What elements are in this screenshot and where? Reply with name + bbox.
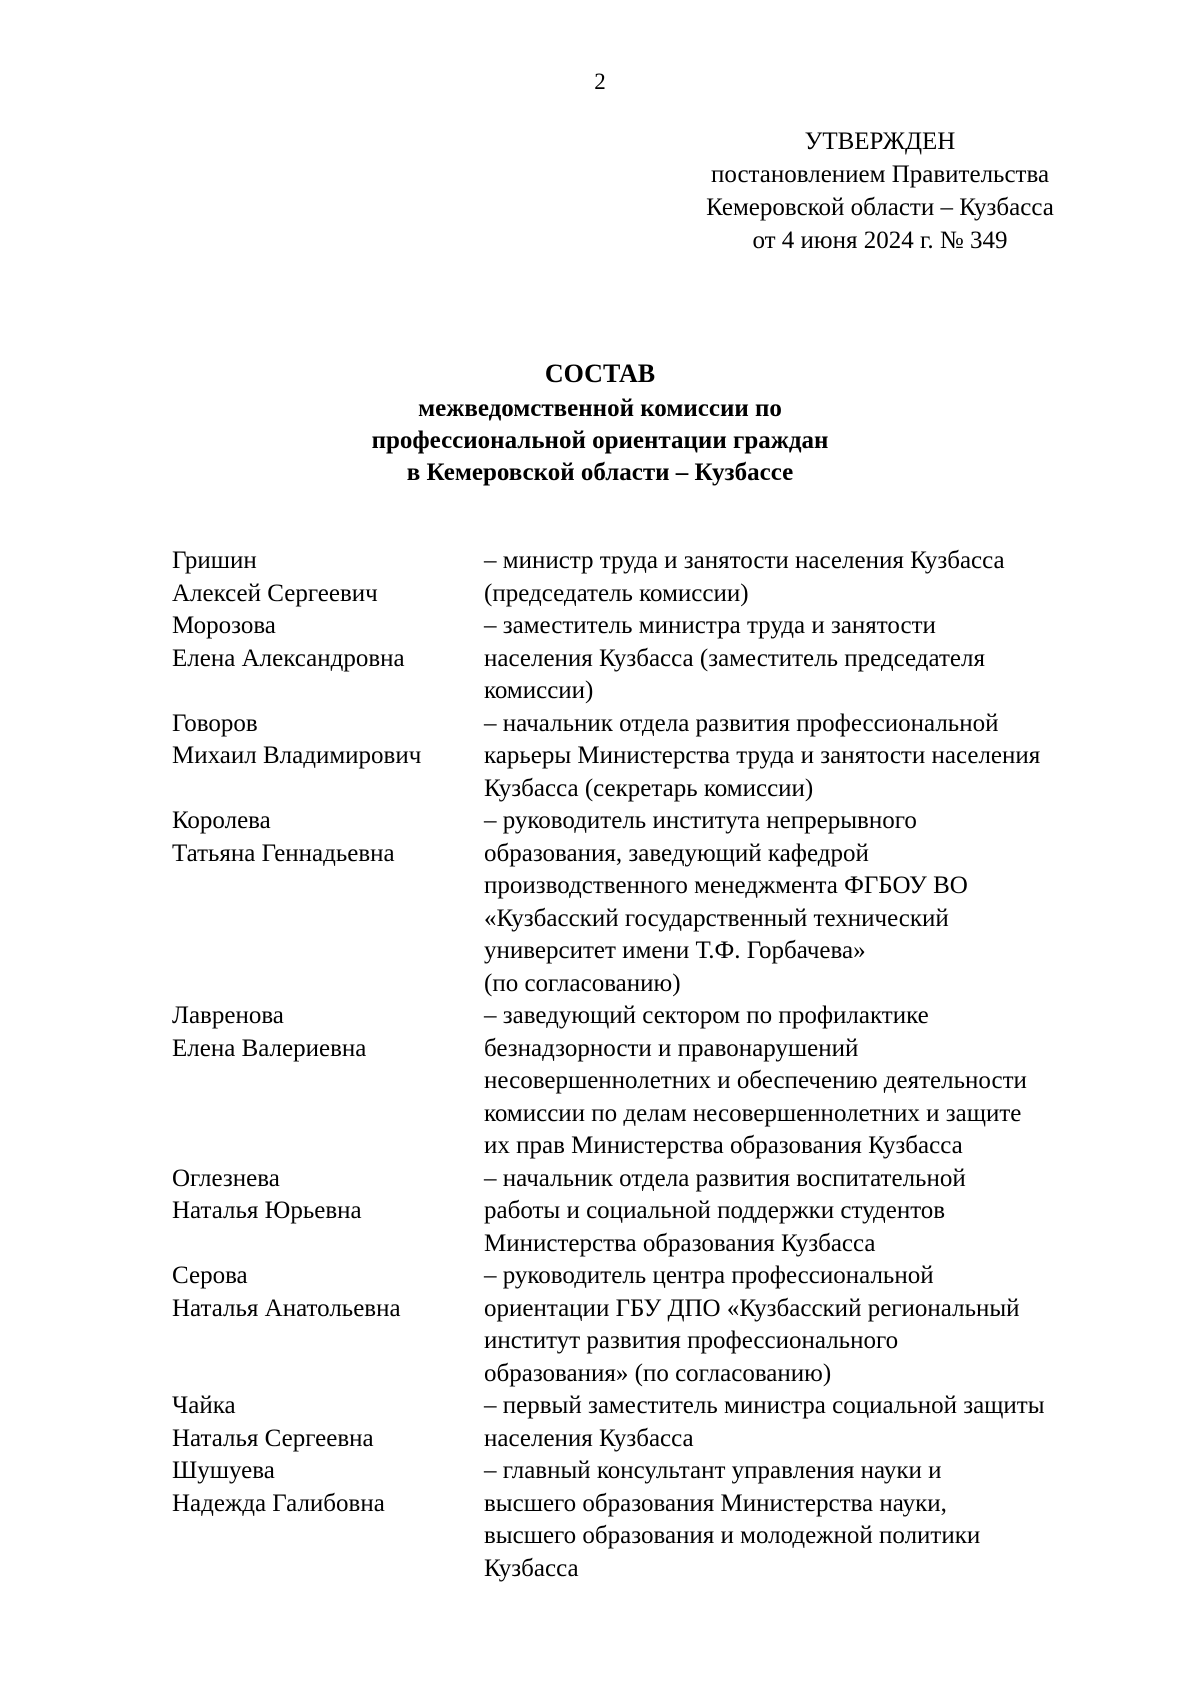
member-entry	[172, 1260, 1132, 1390]
member-role	[484, 805, 1132, 1000]
member-given-name: Наталья Анатольевна	[172, 1294, 401, 1322]
member-role	[484, 610, 1132, 708]
title-line-4: в Кемеровской области – Кузбассе	[406, 459, 794, 486]
role-line: – руководитель института непрерывного	[484, 807, 917, 834]
role-line: – заведующий сектором по профилактике	[484, 1002, 929, 1029]
member-entry	[172, 610, 1132, 708]
member-given-name: Елена Александровна	[172, 644, 405, 672]
role-line: безнадзорности и правонарушений	[484, 1034, 859, 1062]
member-role	[484, 1000, 1132, 1163]
members-list	[172, 545, 1132, 1585]
member-name	[172, 1455, 484, 1585]
member-given-name: Наталья Сергеевна	[172, 1424, 374, 1452]
member-given-name: Надежда Галибовна	[172, 1489, 385, 1517]
member-surname: Говоров	[172, 709, 258, 737]
member-entry	[172, 545, 1132, 610]
page-number: 2	[594, 69, 606, 94]
role-line: Министерства образования Кузбасса	[484, 1229, 876, 1257]
member-role	[484, 708, 1132, 806]
approval-line-1: УТВЕРЖДЕН	[804, 128, 956, 155]
role-line: «Кузбасский государственный технический	[484, 904, 949, 932]
member-given-name: Михаил Владимирович	[172, 742, 422, 769]
role-line: (по согласованию)	[484, 969, 681, 997]
role-line: – главный консультант управления науки и	[484, 1457, 942, 1484]
role-line: (председатель комиссии)	[484, 579, 749, 607]
approval-line-3: Кемеровской области – Кузбасса	[706, 194, 1054, 221]
role-line: несовершеннолетних и обеспечению деятельности	[484, 1067, 1027, 1094]
member-surname: Лавренова	[172, 1002, 284, 1029]
member-name	[172, 1000, 484, 1163]
member-surname: Гришин	[172, 547, 257, 574]
member-entry	[172, 1455, 1132, 1585]
role-line: образования, заведующий кафедрой	[484, 839, 869, 867]
member-name	[172, 610, 484, 708]
title-line-3: профессиональной ориентации граждан	[371, 427, 829, 454]
role-line: высшего образования Министерства науки,	[484, 1489, 947, 1517]
member-given-name: Наталья Юрьевна	[172, 1197, 362, 1224]
member-name	[172, 545, 484, 610]
role-line: комиссии по делам несовершеннолетних и защите	[484, 1099, 1022, 1127]
title-main: СОСТАВ	[544, 359, 656, 388]
role-line: работы и социальной поддержки студентов	[484, 1197, 946, 1224]
member-role	[484, 1455, 1132, 1585]
role-line: населения Кузбасса	[484, 1424, 694, 1452]
role-line: ориентации ГБУ ДПО «Кузбасский региональный	[484, 1294, 1020, 1322]
role-line: – начальник отдела развития профессиональной	[484, 709, 999, 737]
role-line: их прав Министерства образования Кузбасса	[484, 1132, 963, 1159]
role-line: высшего образования и молодежной политики	[484, 1522, 981, 1549]
role-line: карьеры Министерства труда и занятости населения	[484, 742, 1041, 769]
member-role	[484, 1390, 1132, 1455]
member-name	[172, 708, 484, 806]
member-entry	[172, 805, 1132, 1000]
member-name	[172, 805, 484, 1000]
member-surname: Морозова	[172, 612, 276, 639]
member-name	[172, 1390, 484, 1455]
role-line: Кузбасса	[484, 1554, 579, 1582]
member-given-name: Татьяна Геннадьевна	[172, 839, 395, 867]
member-name	[172, 1260, 484, 1390]
member-entry	[172, 1163, 1132, 1261]
member-surname: Оглезнева	[172, 1164, 280, 1192]
role-line: – заместитель министра труда и занятости	[484, 612, 936, 639]
member-surname: Чайка	[172, 1392, 236, 1419]
role-line: – руководитель центра профессиональной	[484, 1262, 934, 1289]
document-title	[0, 355, 1200, 489]
member-entry	[172, 1390, 1132, 1455]
title-line-2: межведомственной комиссии по	[418, 395, 782, 422]
role-line: – первый заместитель министра социальной защиты	[484, 1392, 1045, 1419]
approval-line-2: постановлением Правительства	[710, 161, 1050, 188]
approval-stamp	[680, 125, 1080, 257]
member-surname: Шушуева	[172, 1457, 275, 1484]
role-line: университет имени Т.Ф. Горбачева»	[484, 937, 866, 964]
member-given-name: Елена Валериевна	[172, 1034, 367, 1062]
role-line: населения Кузбасса (заместитель председателя	[484, 644, 985, 672]
role-line: комиссии)	[484, 677, 594, 704]
role-line: – начальник отдела развития воспитательной	[484, 1164, 966, 1192]
role-line: институт развития профессионального	[484, 1327, 899, 1354]
member-given-name: Алексей Сергеевич	[172, 579, 378, 607]
role-line: производственного менеджмента ФГБОУ ВО	[484, 872, 968, 899]
approval-line-4: от 4 июня 2024 г. № 349	[752, 227, 1008, 254]
member-role	[484, 1163, 1132, 1261]
role-line: Кузбасса (секретарь комиссии)	[484, 774, 814, 802]
member-role	[484, 1260, 1132, 1390]
member-surname: Серова	[172, 1262, 248, 1289]
role-line: – министр труда и занятости населения Кузбасса	[484, 547, 1005, 574]
member-surname: Королева	[172, 807, 271, 834]
member-entry	[172, 708, 1132, 806]
role-line: образования» (по согласованию)	[484, 1359, 832, 1387]
member-entry	[172, 1000, 1132, 1163]
member-role	[484, 545, 1132, 610]
member-name	[172, 1163, 484, 1261]
